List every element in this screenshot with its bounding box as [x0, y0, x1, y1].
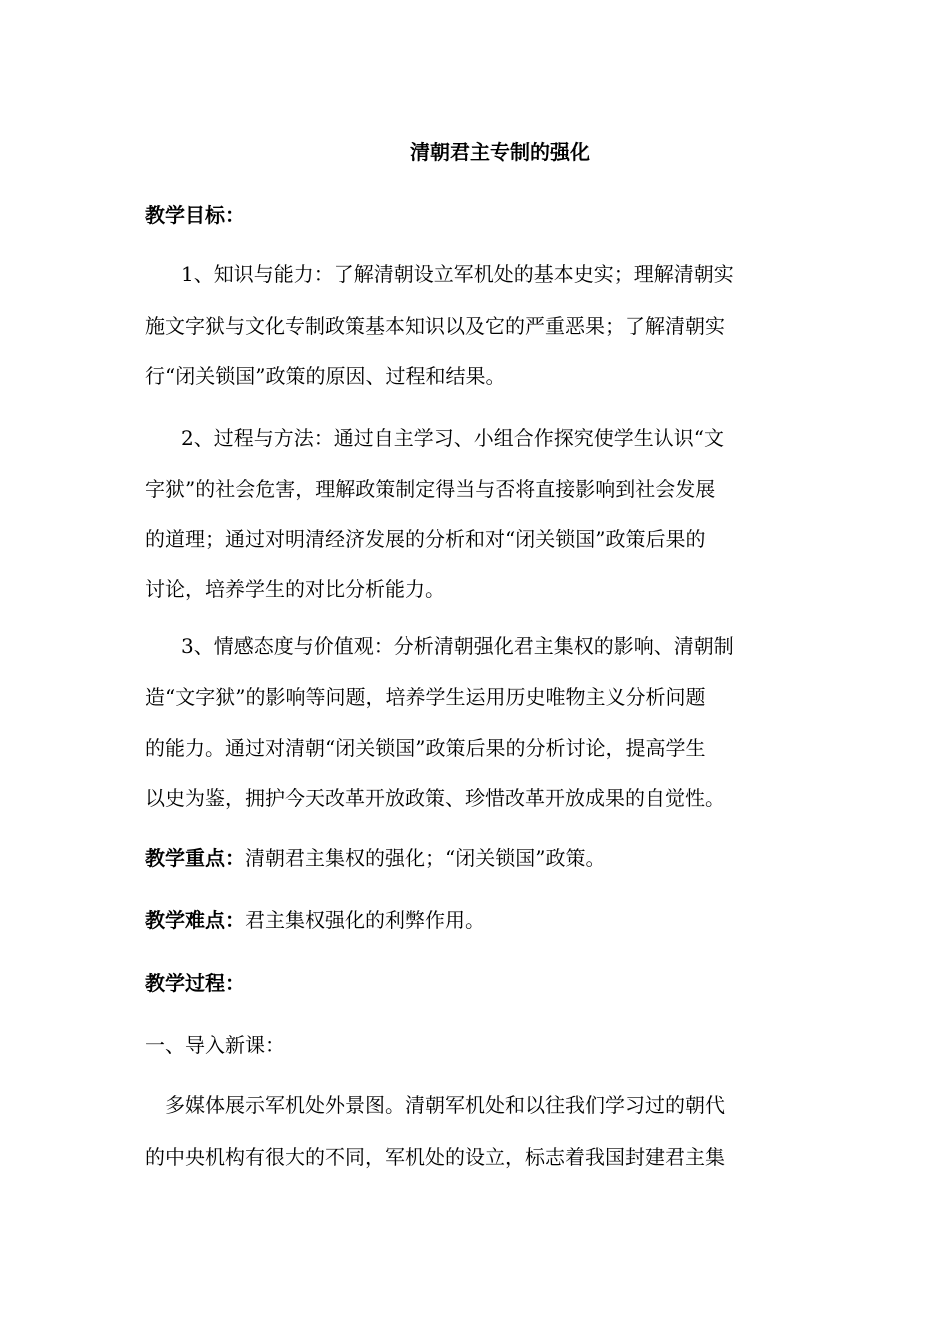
key-point-line: [145, 844, 805, 872]
process-heading: 教学过程：: [145, 971, 245, 995]
document-title: 清朝君主专制的强化: [410, 140, 590, 164]
objective-2-line-3: 的道理；通过对明清经济发展的分析和对“闭关锁国”政策后果的: [145, 527, 706, 551]
objectives-heading: 教学目标：: [145, 203, 245, 227]
objective-3-line-3: 的能力。通过对清朝“闭关锁国”政策后果的分析讨论，提高学生: [145, 736, 706, 760]
difficulty-label: 教学难点：: [145, 908, 245, 932]
objective-3-line-1: 3、情感态度与价值观：分析清朝强化君主集权的影响、清朝制: [181, 634, 734, 658]
section-1-paragraph: [145, 1091, 805, 1171]
objective-2-line-4: 讨论，培养学生的对比分析能力。: [145, 577, 445, 601]
key-point-label: 教学重点：: [145, 846, 245, 870]
difficulty-text: 君主集权强化的利弊作用。: [245, 908, 485, 932]
key-point-text: 清朝君主集权的强化；“闭关锁国”政策。: [245, 846, 606, 870]
objective-1-line-2: 施文字狱与文化专制政策基本知识以及它的严重恶果；了解清朝实: [145, 314, 725, 338]
section-1-line-2: 的中央机构有很大的不同，军机处的设立，标志着我国封建君主集: [145, 1145, 725, 1169]
objective-3-line-4: 以史为鉴，拥护今天改革开放政策、珍惜改革开放成果的自觉性。: [145, 786, 725, 810]
objective-3-line-2: 造“文字狱”的影响等问题，培养学生运用历史唯物主义分析问题: [145, 685, 706, 709]
objective-1-line-3: 行“闭关锁国”政策的原因、过程和结果。: [145, 364, 506, 388]
objective-2-line-2: 字狱”的社会危害，理解政策制定得当与否将直接影响到社会发展: [145, 477, 716, 501]
section-1-heading: 一、导入新课：: [145, 1033, 285, 1057]
section-1-line-1: 多媒体展示军机处外景图。清朝军机处和以往我们学习过的朝代: [165, 1093, 725, 1117]
objective-3-paragraph: [145, 632, 805, 812]
objective-1-line-1: 1、知识与能力：了解清朝设立军机处的基本史实；理解清朝实: [181, 262, 734, 286]
objective-2-line-1: 2、过程与方法：通过自主学习、小组合作探究使学生认识“文: [181, 426, 724, 450]
objective-1-paragraph: [145, 260, 805, 390]
difficulty-line: [145, 906, 805, 934]
objective-2-paragraph: [145, 424, 805, 603]
